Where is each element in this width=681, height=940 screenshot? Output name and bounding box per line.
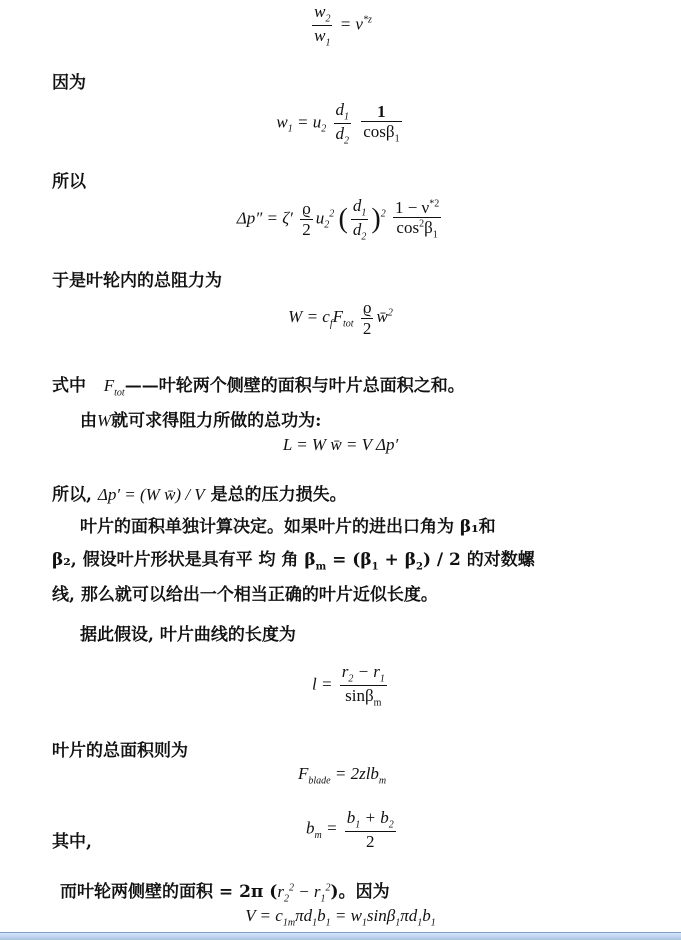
equation-blade-area: $F_{blade} = 2zlb_m$	[298, 764, 387, 787]
text-because-1: 因为	[52, 73, 86, 93]
text-where-2: 其中,	[52, 832, 92, 852]
equation-volume-flow: $V = c_{1m}\pi d_1b_1 = w_1\sin\beta_1\pi d_1b_1$	[245, 906, 436, 929]
text-therefore-1: 所以	[52, 172, 86, 192]
equation-total-resistance: $W = c_fF_{tot}$ $\frac{ϱ}{2}$ w̄$^2$	[288, 298, 393, 338]
text-work-sentence: 由W就可求得阻力所做的总功为:	[80, 411, 322, 431]
text-blade-total-area-intro: 叶片的总面积则为	[52, 741, 188, 761]
equation-delta-p-double-prime: Δp″ = ζ′ $\frac{ϱ}{2}$ $u_2^2$ ( $\frac{d_1}{d_2}$ )$^2$ $\frac{1 - \nu^{*2}}{\cos^2\beta_1}$	[236, 196, 440, 243]
text-blade-paragraph-line-2: β₂, 假设叶片形状是具有平 均 角 $\beta_m = (\beta_1 + \beta_2) / 2$ 的对数螺	[52, 550, 535, 573]
text-ftot-definition: 式中 $F_{tot}——$叶轮两个侧壁的面积与叶片总面积之和。	[52, 376, 465, 399]
text-total-resistance-intro: 于是叶轮内的总阻力为	[52, 271, 222, 291]
text-blade-paragraph-line-3: 线, 那么就可以给出一个相当正确的叶片近似长度。	[52, 585, 438, 605]
equation-total-work: L = W w̄ = V Δp′	[282, 435, 399, 454]
equation-w1: $w_1 = u_2$ $\frac{d_1}{d_2}$ $\frac{1}{\cos\beta_1}$	[276, 100, 400, 147]
text-pressure-loss: 所以, Δp′ = (W w̄) / V 是总的压力损失。	[52, 485, 347, 505]
equation-mean-width: $b_m$ = $\frac{b_1 + b_2}{2}$	[306, 808, 394, 851]
text-side-wall-area: 而叶轮两侧壁的面积 = 2π $(r_2^2 - r_1^2)$。因为	[60, 882, 390, 905]
text-blade-paragraph-line-1: 叶片的面积单独计算决定。如果叶片的进出口角为 β₁和	[80, 517, 496, 537]
text-blade-paragraph-line-4: 据此假设, 叶片曲线的长度为	[80, 625, 296, 645]
equation-velocity-ratio: $\frac{w_2}{w_1}$ = $\nu^{*z}$	[314, 2, 372, 49]
equation-blade-length: l = $\frac{r_2 - r_1}{\sin\beta_m}$	[312, 662, 385, 709]
